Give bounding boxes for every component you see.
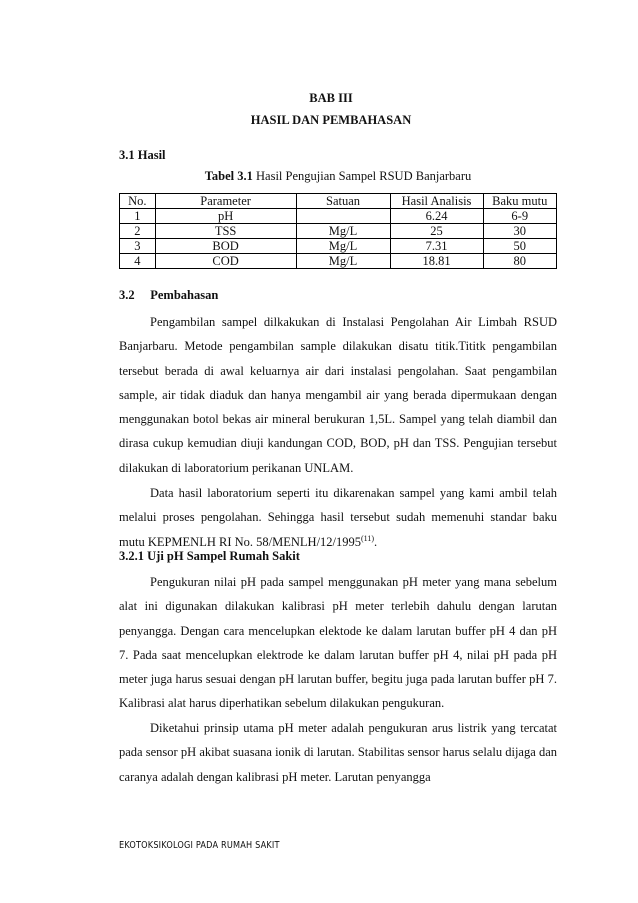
cell-satuan: [296, 209, 390, 224]
cell-baku: 80: [483, 254, 557, 269]
cell-baku: 50: [483, 239, 557, 254]
cell-satuan: Mg/L: [296, 239, 390, 254]
paragraph-ph-measurement-text: Pengukuran nilai pH pada sampel menggunakan pH meter yang mana sebelum alat ini digunakan dilakukan kalibrasi pH meter terlebih dahulu dengan larutan penyangga. Dengan cara mencelupkan elektode ke dalam larutan buffer pH 4 dan pH 7. Pada saat mencelupkan elektrode ke dalam larutan buffer pH 4, nilai pH pada pH meter juga harus sesuai dengan pH larutan buffer, begitu juga pada larutan buffer pH 7. Kalibrasi alat harus diperhatikan sebelum dilakukan pengukuran.: [119, 575, 557, 711]
cell-no: 1: [120, 209, 156, 224]
paragraph-sampling: [119, 310, 557, 480]
table-caption: [119, 169, 557, 184]
table-header-row: [120, 194, 557, 209]
section-heading-pembahasan: 3.2 Pembahasan: [119, 288, 219, 302]
cell-hasil: 25: [390, 224, 483, 239]
header-no: No.: [120, 194, 156, 209]
paragraph-ph-principle-text: Diketahui prinsip utama pH meter adalah pengukuran arus listrik yang tercatat pada sensor pH akibat suasana ionik di larutan. Stabilitas sensor harus selalu dijaga dan caranya adalah dengan kalibrasi pH meter. Larutan penyangga: [119, 721, 557, 784]
cell-no: 2: [120, 224, 156, 239]
cell-hasil: 6.24: [390, 209, 483, 224]
table-row: [120, 239, 557, 254]
header-parameter: Parameter: [155, 194, 296, 209]
chapter-number: BAB III: [309, 91, 353, 105]
paragraph-lab-results: [119, 481, 557, 554]
results-table: [119, 193, 557, 269]
page-footer: EKOTOKSIKOLOGI PADA RUMAH SAKIT: [119, 840, 280, 851]
cell-satuan: Mg/L: [296, 254, 390, 269]
cell-satuan: Mg/L: [296, 224, 390, 239]
paragraph-lab-results-end: .: [374, 534, 378, 549]
paragraph-ph-measurement: [119, 570, 557, 716]
cell-no: 4: [120, 254, 156, 269]
paragraph-sampling-text: Pengambilan sampel dilkakukan di Instalasi Pengolahan Air Limbah RSUD Banjarbaru. Metode pengambilan sample dilakukan disatu titik.Tititk pengambilan tersebut berada di awal keluarnya air dari instalasi pengolahan. Saat pengambilan sample, air tidak diaduk dan hanya mengambil air yang berada dipermukaan dengan menggunakan botol bekas air mineral berukuran 1,5L. Sampel yang telah diambil dan dirasa cukup kemudian diuji kandungan COD, BOD, pH dan TSS. Pengujian tersebut dilakukan di laboratorium perikanan UNLAM.: [119, 315, 557, 475]
header-satuan: Satuan: [296, 194, 390, 209]
cell-parameter: COD: [155, 254, 296, 269]
table-caption-label: Tabel 3.1: [204, 169, 253, 183]
header-baku-mutu: Baku mutu: [483, 194, 557, 209]
cell-parameter: pH: [155, 209, 296, 224]
citation-reference: (11): [361, 533, 375, 543]
cell-baku: 30: [483, 224, 557, 239]
cell-parameter: TSS: [155, 224, 296, 239]
table-row: [120, 209, 557, 224]
paragraph-ph-principle: [119, 716, 557, 789]
chapter-title: HASIL DAN PEMBAHASAN: [250, 113, 412, 127]
table-caption-text: Hasil Pengujian Sampel RSUD Banjarbaru: [252, 169, 472, 183]
section-heading-ph: 3.2.1 Uji pH Sampel Rumah Sakit: [119, 549, 300, 563]
cell-parameter: BOD: [155, 239, 296, 254]
paragraph-lab-results-text: Data hasil laboratorium seperti itu dikarenakan sampel yang kami ambil telah melalui proses pengolahan. Sehingga hasil tersebut sudah memenuhi standar baku mutu KEPMENLH RI No. 58/MENLH/12/1995: [119, 486, 557, 549]
cell-baku: 6-9: [483, 209, 557, 224]
table-row: [120, 254, 557, 269]
table-row: [120, 224, 557, 239]
cell-hasil: 18.81: [390, 254, 483, 269]
section-heading-hasil: 3.1 Hasil: [119, 148, 166, 162]
header-hasil-analisis: Hasil Analisis: [390, 194, 483, 209]
cell-no: 3: [120, 239, 156, 254]
cell-hasil: 7.31: [390, 239, 483, 254]
